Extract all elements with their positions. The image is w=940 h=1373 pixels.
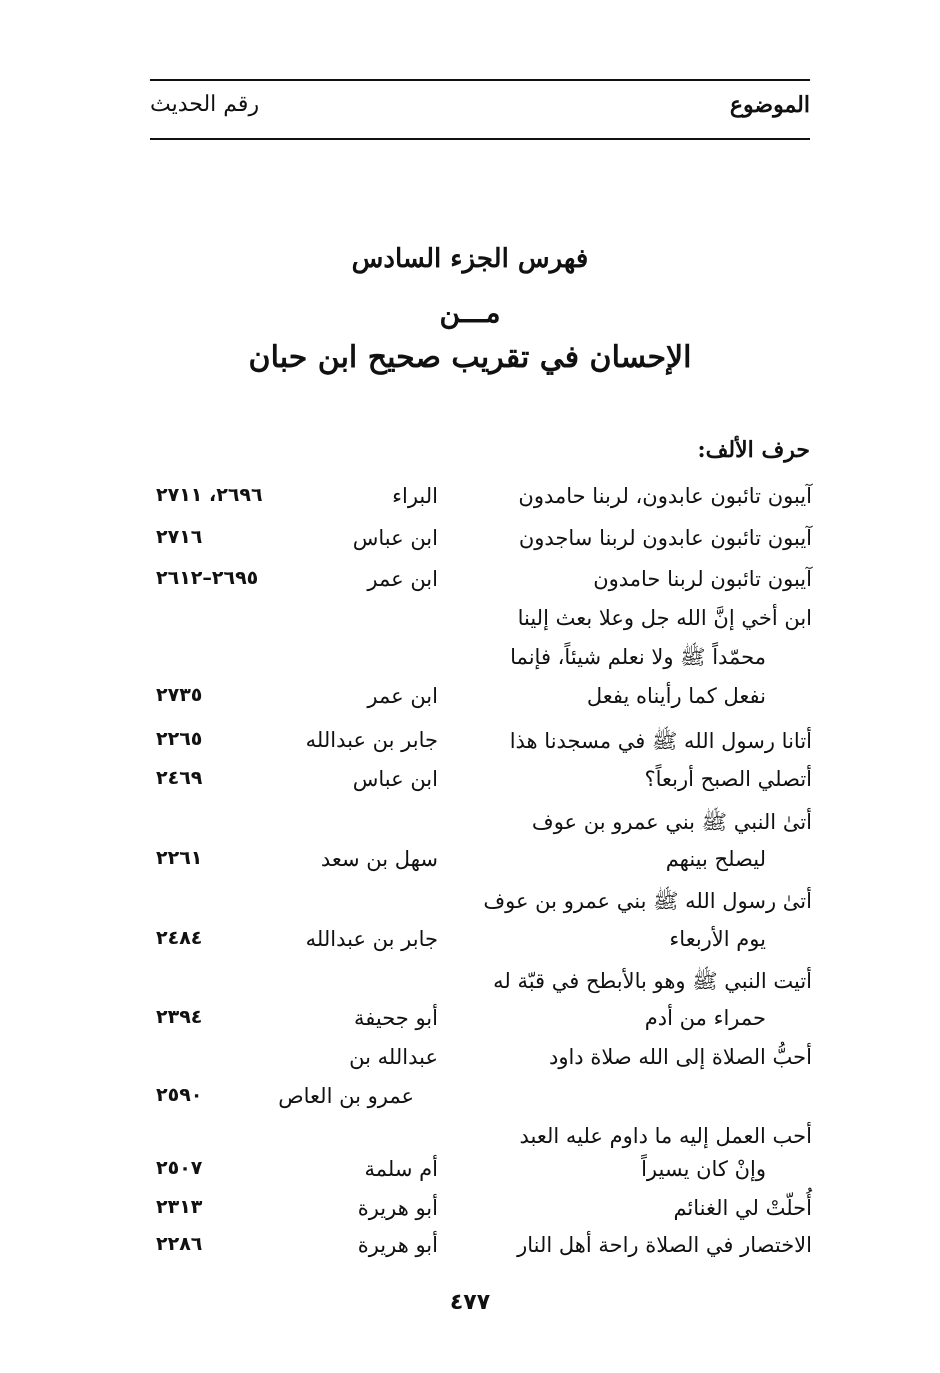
row-topic: أتىٰ النبي ﷺ بني عمرو بن عوف [531, 810, 812, 834]
row-narrator: أبو هريرة [357, 1233, 438, 1257]
section-heading: حرف الألف: [697, 437, 810, 463]
index-row [0, 1039, 940, 1079]
row-topic: نفعل كما رأيناه يفعل [586, 684, 766, 708]
row-topic: أتصلي الصبح أربعاً؟ [644, 767, 812, 791]
row-topic: أتىٰ رسول الله ﷺ بني عمرو بن عوف [483, 889, 812, 913]
row-narrator: ابن عباس [352, 767, 438, 791]
row-hadith-number: ٢٥٠٧ [156, 1157, 203, 1179]
row-hadith-number: ٢٣١٣ [156, 1196, 203, 1218]
index-row [0, 803, 940, 843]
row-hadith-number: ٢٦٩٦، ٢٧١١ [156, 484, 263, 506]
index-row [0, 841, 940, 881]
row-topic: يوم الأربعاء [669, 927, 766, 951]
row-narrator: ابن عمر [367, 684, 438, 708]
row-hadith-number: ٢٦٩٥–٢٦١٢ [156, 567, 259, 589]
row-topic: آيبون تائبون عابدون، لربنا حامدون [518, 484, 812, 508]
index-row [0, 638, 940, 678]
header-hadith-number-label: رقم الحديث [150, 92, 260, 117]
row-hadith-number: ٢٢٦٥ [156, 728, 203, 750]
row-hadith-number: ٢٤٨٤ [156, 927, 203, 949]
row-topic: حمراء من أدم [644, 1006, 766, 1030]
index-row [0, 761, 940, 801]
page-number: ٤٧٧ [449, 1290, 491, 1315]
row-narrator: ابن عباس [352, 526, 438, 550]
index-row [0, 1000, 940, 1040]
index-row [0, 478, 940, 518]
row-narrator: جابر بن عبدالله [305, 728, 438, 752]
row-narrator: عبدالله بن [349, 1045, 438, 1069]
index-row [0, 722, 940, 762]
row-narrator: ابن عمر [367, 567, 438, 591]
row-narrator: أبو جحيفة [354, 1006, 438, 1030]
row-topic: أتيت النبي ﷺ وهو بالأبطح في قبّة له [493, 969, 812, 993]
row-topic: وإنْ كان يسيراً [641, 1157, 766, 1181]
row-hadith-number: ٢٧١٦ [156, 526, 203, 548]
index-row [0, 561, 940, 601]
index-row [0, 1151, 940, 1191]
row-narrator: عمرو بن العاص [278, 1084, 414, 1108]
row-topic: ابن أخي إنَّ الله جل وعلا بعث إلينا [517, 606, 812, 630]
row-topic: الاختصار في الصلاة راحة أهل النار [517, 1233, 812, 1257]
index-row [0, 962, 940, 1002]
header-bottom-rule [150, 138, 810, 140]
row-topic: أحب العمل إليه ما داوم عليه العبد [519, 1124, 812, 1148]
row-narrator: البراء [392, 484, 438, 508]
index-row [0, 921, 940, 961]
page-title: فهرس الجزء السادس [351, 244, 589, 274]
row-topic: أُحلّتْ لي الغنائم [673, 1196, 812, 1220]
row-hadith-number: ٢٧٣٥ [156, 684, 203, 706]
index-row [0, 1190, 940, 1230]
row-hadith-number: ٢٣٩٤ [156, 1006, 203, 1028]
index-row [0, 600, 940, 640]
row-topic: آيبون تائبون لربنا حامدون [593, 567, 812, 591]
row-hadith-number: ٢٢٦١ [156, 847, 203, 869]
index-row [0, 1078, 940, 1118]
header-topic-label: الموضوع [729, 92, 810, 118]
index-row [0, 678, 940, 718]
index-row [0, 882, 940, 922]
row-narrator: أبو هريرة [357, 1196, 438, 1220]
row-hadith-number: ٢٥٩٠ [156, 1084, 203, 1106]
book-title: الإحسان في تقريب صحيح ابن حبان [248, 340, 692, 375]
row-topic: أحبُّ الصلاة إلى الله صلاة داود [548, 1045, 812, 1069]
header-top-rule [150, 79, 810, 81]
row-hadith-number: ٢٤٦٩ [156, 767, 203, 789]
row-hadith-number: ٢٢٨٦ [156, 1233, 203, 1255]
row-topic: محمّداً ﷺ ولا نعلم شيئاً، فإنما [510, 645, 766, 669]
index-row [0, 1227, 940, 1267]
index-row [0, 520, 940, 560]
title-connector: مـــن [439, 296, 501, 329]
row-narrator: سهل بن سعد [320, 847, 438, 871]
row-topic: آيبون تائبون عابدون لربنا ساجدون [518, 526, 812, 550]
row-topic: أتانا رسول الله ﷺ في مسجدنا هذا [509, 729, 812, 753]
row-narrator: جابر بن عبدالله [305, 927, 438, 951]
row-topic: ليصلح بينهم [665, 847, 766, 871]
row-narrator: أم سلمة [364, 1157, 438, 1181]
